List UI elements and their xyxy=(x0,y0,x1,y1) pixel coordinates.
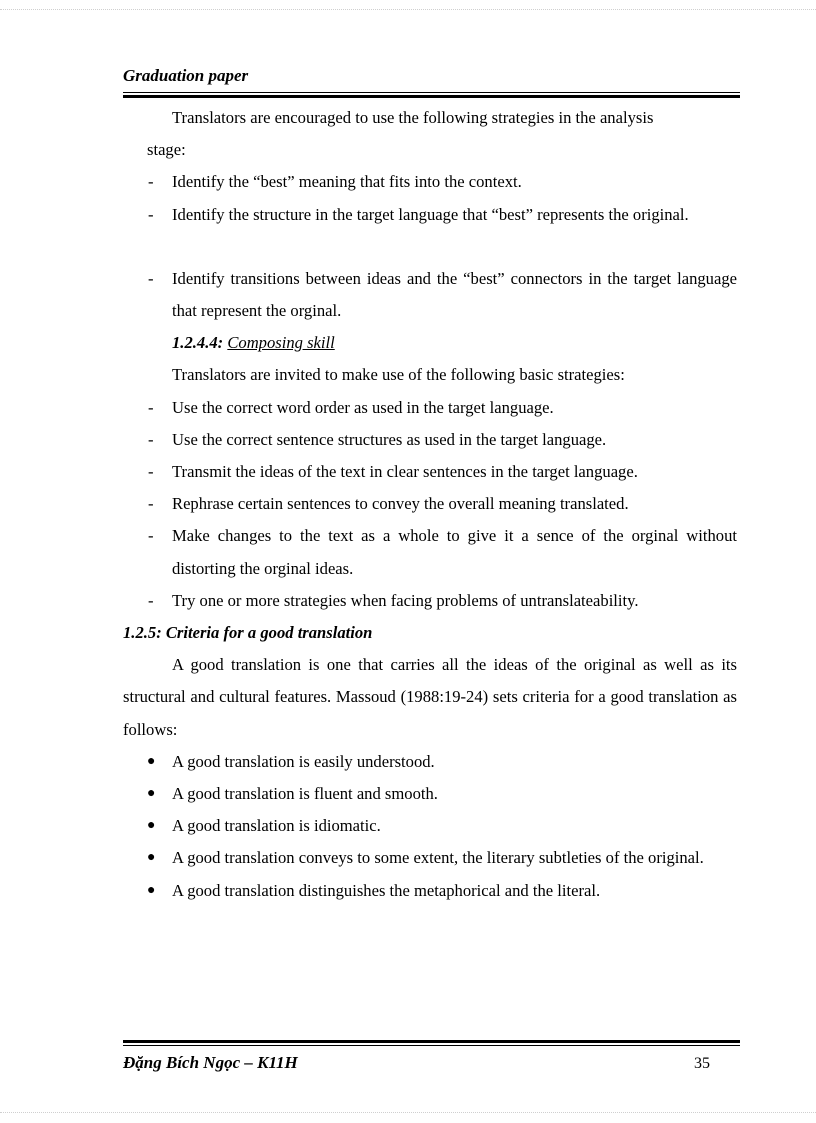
dash-marker: - xyxy=(148,429,154,449)
composing-list xyxy=(123,392,737,617)
analysis-list xyxy=(123,166,737,327)
list-item xyxy=(123,166,737,198)
subsection-number: 1.2.4.4: xyxy=(172,333,224,353)
list-item xyxy=(123,424,737,456)
list-item xyxy=(123,488,737,520)
intro-line-1: Translators are encouraged to use the following strategies in the analysis xyxy=(172,108,654,127)
dash-marker: - xyxy=(148,526,154,546)
list-item xyxy=(123,810,737,842)
intro-line-2: stage: xyxy=(147,140,186,160)
section-paragraph: A good translation is one that carries all the ideas of the original as well as its structural and cultural features. Massoud (1988:19-24) sets criteria for a good translation as follows: xyxy=(123,655,737,739)
bullet-icon: ● xyxy=(147,818,156,834)
dash-marker: - xyxy=(148,397,154,417)
list-item xyxy=(123,842,737,874)
list-item xyxy=(123,263,737,327)
dash-marker: - xyxy=(148,204,154,224)
list-item-text: Rephrase certain sentences to convey the overall meaning translated. xyxy=(172,494,629,514)
composing-intro: Translators are invited to make use of the following basic strategies: xyxy=(172,365,625,385)
bullet-icon: ● xyxy=(147,786,156,802)
dash-marker: - xyxy=(148,172,154,192)
list-item-text: Identify transitions between ideas and the “best” connectors in the target language that represent the orginal. xyxy=(172,268,737,321)
list-item xyxy=(123,199,737,231)
list-item-text: Try one or more strategies when facing problems of untranslateability. xyxy=(172,590,639,610)
list-item xyxy=(123,520,737,584)
list-item-text: A good translation is idiomatic. xyxy=(172,816,381,836)
list-item-text: Use the correct word order as used in the target language. xyxy=(172,397,554,417)
criteria-list xyxy=(123,746,737,907)
list-item-text: A good translation conveys to some extent, the literary subtleties of the original. xyxy=(172,848,704,868)
running-footer-author: Đặng Bích Ngọc – K11H xyxy=(123,1053,298,1072)
list-item xyxy=(123,392,737,424)
list-item xyxy=(123,456,737,488)
list-item-text: A good translation is easily understood. xyxy=(172,751,435,771)
list-item xyxy=(123,778,737,810)
list-item-text: A good translation distinguishes the metaphorical and the literal. xyxy=(172,880,601,900)
footer-rule-thick xyxy=(123,1040,740,1043)
list-item-text: Transmit the ideas of the text in clear sentences in the target language. xyxy=(172,462,638,482)
running-header: Graduation paper xyxy=(123,66,249,85)
bullet-icon: ● xyxy=(147,753,156,769)
header-rule-thick xyxy=(123,95,740,98)
header-rule-thin xyxy=(123,92,740,93)
list-item xyxy=(123,585,737,617)
bottom-dotted-border xyxy=(0,1112,816,1113)
list-item-text: Make changes to the text as a whole to give it a sence of the orginal without distorting the orginal ideas. xyxy=(172,526,737,578)
list-item xyxy=(123,875,737,907)
list-item xyxy=(123,746,737,778)
list-item-text: Use the correct sentence structures as used in the target language. xyxy=(172,429,607,449)
subsection-heading xyxy=(123,327,737,359)
dash-marker: - xyxy=(148,494,154,514)
dash-marker: - xyxy=(148,462,154,482)
body-text xyxy=(123,102,737,907)
bullet-icon: ● xyxy=(147,882,156,898)
page-number: 35 xyxy=(694,1055,710,1072)
blank-line xyxy=(123,231,737,263)
list-item-text: Identify the “best” meaning that fits into the context. xyxy=(172,172,522,192)
subsection-title: Composing skill xyxy=(227,333,335,353)
dash-marker: - xyxy=(148,590,154,610)
dash-marker: - xyxy=(148,268,154,288)
bullet-icon: ● xyxy=(147,850,156,866)
list-item-text: A good translation is fluent and smooth. xyxy=(172,784,438,804)
list-item-text: Identify the structure in the target language that “best” represents the original. xyxy=(172,204,689,224)
footer-rule-thin xyxy=(123,1045,740,1046)
section-heading: 1.2.5: Criteria for a good translation xyxy=(123,623,373,643)
top-dotted-border xyxy=(0,9,816,10)
